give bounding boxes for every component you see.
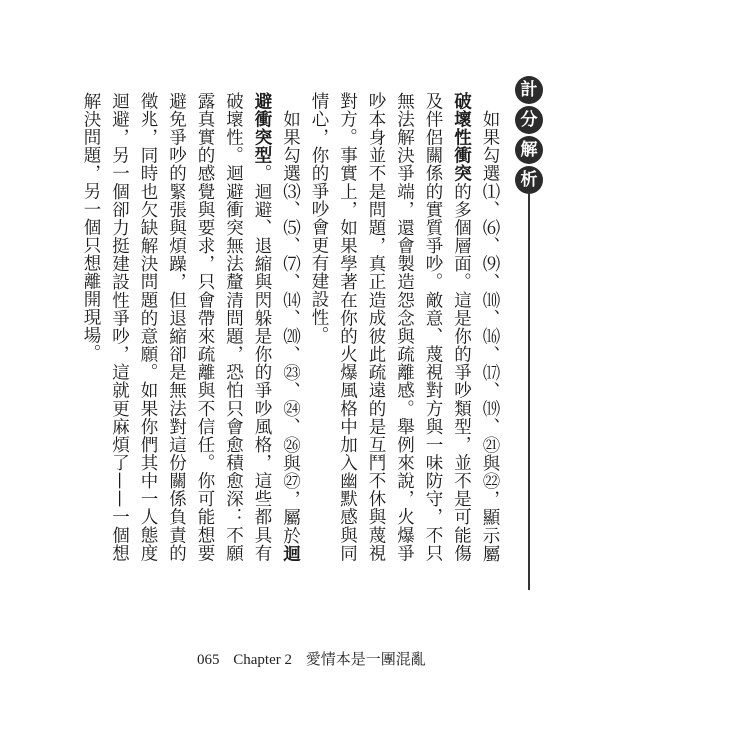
section-header bbox=[512, 76, 546, 194]
header-char-3: 解 bbox=[515, 136, 543, 164]
p2-keyword: 迴避衝突型 bbox=[252, 92, 301, 562]
p1-text-a: 如果勾選⑴、⑹、⑼、⑽、⒃、⒄、⒆、㉑與㉒，顯示屬 bbox=[480, 109, 500, 562]
p1-keyword: 破壞性衝突 bbox=[451, 92, 472, 183]
page-footer bbox=[197, 648, 436, 669]
header-char-4: 析 bbox=[515, 166, 543, 194]
paragraph-1 bbox=[305, 92, 505, 562]
paragraph-2 bbox=[77, 92, 305, 562]
p1-text-b: 的多個層面。這是你的爭吵類型，並不是可能傷及伴侶關係的實質爭吵。敵意、蔑視對方與一味防守，不只無法解決爭端，還會製造怨念與疏離感。舉例來說，火爆爭吵本身並不是問題，真正造成彼此疏遠的是互鬥不休與蔑視對方。事實上，如果學著在你的火爆風格中加入幽默感與同情心，你的爭吵會更有建設性。 bbox=[309, 92, 472, 563]
p2-text-b: 。迴避、退縮與閃躲是你的爭吵風格，這些都具有破壞性。迴避衝突無法釐清問題，恐怕只會愈積愈深：不願露真實的感覺與要求，只會帶來疏離與不信任。你可能想要避免爭吵的緊張與煩躁，但退縮卻是無法對這份關係負責的徵兆，同時也欠缺解決問題的意願。如果你們其中一人態度迴避，另一個卻力挺建設性爭吵，這就更麻煩了——一個想解決問題，另一個只想離開現場。 bbox=[81, 92, 272, 563]
body-text bbox=[81, 92, 504, 563]
header-char-2: 分 bbox=[515, 106, 543, 134]
header-rule bbox=[528, 192, 530, 590]
chapter-title: 愛情本是一團混亂 bbox=[305, 652, 426, 668]
p2-text-a: 如果勾選⑶、⑸、⑺、⒁、⒇、㉓、㉔、㉖與㉗，屬於 bbox=[280, 109, 301, 544]
chapter-label: Chapter 2 bbox=[233, 652, 292, 668]
page-number: 065 bbox=[197, 652, 220, 668]
header-char-1: 計 bbox=[515, 76, 543, 104]
